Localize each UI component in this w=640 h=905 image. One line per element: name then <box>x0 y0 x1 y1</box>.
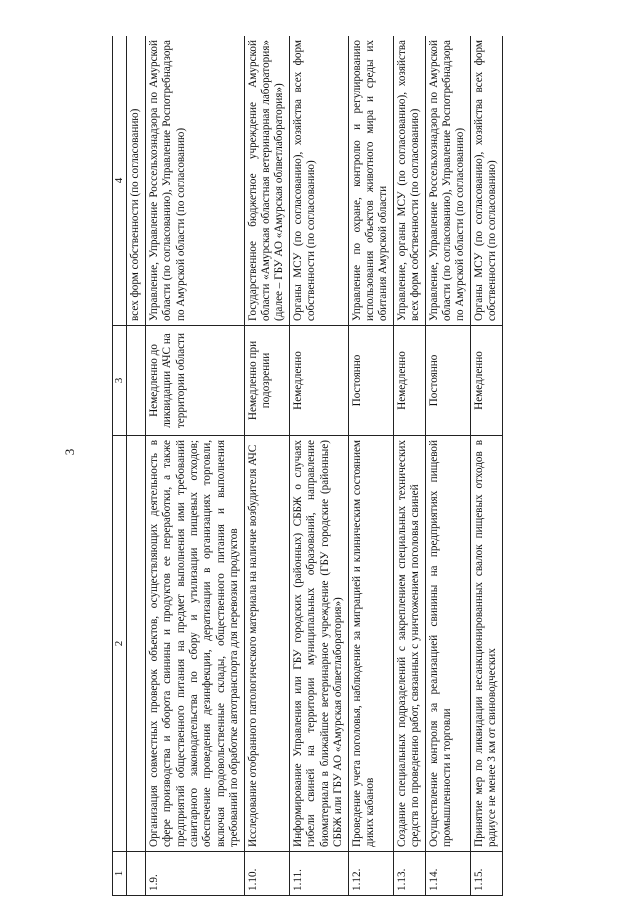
header-col-3: 3 <box>113 326 127 436</box>
table-row <box>425 36 470 896</box>
table-row <box>145 36 244 896</box>
row-measure: Организация совместных проверок объектов, осуществляющих деятельность в сфере производства и оборота свинины и продуктов ее переработки, а также предприятий общественного питания на предмет выполнения ими требований санитарного законодательства по сбору и утилизации пищевых отходов; обеспечение проведения дезинфекции, дератизации в организациях торговли, включая продовольственные склады, общественного питания и выполнения требований по обработке автотранспорта для перевозки продуктов <box>145 436 244 852</box>
header-col-1: 1 <box>113 852 127 896</box>
header-row <box>113 36 127 896</box>
table-row <box>127 36 145 896</box>
row-executors: Управление, Управление Россельхознадзора по Амурской области (по согласованию), Управление Роспотребнадзора по Амурской области (по согласованию) <box>425 36 470 326</box>
row-measure: Проведение учета поголовья, наблюдение за миграцией и клиническим состоянием диких кабанов <box>348 436 393 852</box>
table-row <box>289 36 348 896</box>
row-number: 1.14. <box>425 852 470 896</box>
page-number: 3 <box>62 448 77 456</box>
row-measure: Исследование отобранного патологического материала на наличие возбудителя АЧС <box>244 436 289 852</box>
row-measure <box>127 436 145 852</box>
table-row <box>348 36 393 896</box>
row-term: Немедленно <box>470 326 502 436</box>
row-number: 1.13. <box>393 852 425 896</box>
row-executors: Управление, Управление Россельхознадзора по Амурской области (по согласованию), Управление Роспотребнадзора по Амурской области (по согласованию) <box>145 36 244 326</box>
row-executors: Управление, органы МСУ (по согласованию), хозяйства всех форм собственности (по согласованию) <box>393 36 425 326</box>
row-measure: Осуществление контроля за реализацией свинины на предприятиях пищевой промышленности и торговли <box>425 436 470 852</box>
table-row <box>393 36 425 896</box>
row-executors: Государственное бюджетное учреждение Амурской области «Амурская областная ветеринарная лаборатория» (далее – ГБУ АО «Амурская облветлаборатория») <box>244 36 289 326</box>
row-term: Постоянно <box>425 326 470 436</box>
row-executors: Органы МСУ (по согласованию), хозяйства всех форм собственности (по согласованию) <box>470 36 502 326</box>
header-col-2: 2 <box>113 436 127 852</box>
row-number: 1.10. <box>244 852 289 896</box>
row-number: 1.15. <box>470 852 502 896</box>
row-number: 1.11. <box>289 852 348 896</box>
row-number: 1.9. <box>145 852 244 896</box>
row-number: 1.12. <box>348 852 393 896</box>
row-term <box>127 326 145 436</box>
table-row <box>470 36 502 896</box>
row-executors: всех форм собственности (по согласованию) <box>127 36 145 326</box>
rotated-table-area <box>112 36 589 896</box>
row-term: Немедленно <box>289 326 348 436</box>
measures-table <box>112 36 503 896</box>
row-term: Немедленно до ликвидации АЧС на территории области <box>145 326 244 436</box>
landscape-page <box>112 36 589 896</box>
row-number <box>127 852 145 896</box>
table-row <box>244 36 289 896</box>
row-measure: Принятие мер по ликвидации несанкционированных свалок пищевых отходов в радиусе не менее 3 км от свиноводческих <box>470 436 502 852</box>
row-measure: Создание специальных подразделений с закреплением специальных технических средств по проведению работ, связанных с уничтожением поголовья свиней <box>393 436 425 852</box>
row-measure: Информирование Управления или ГБУ городских (районных) СББЖ о случаях гибели свиней на территории муниципальных образований, направление биоматериала в ближайшее ветеринарное учреждение (ГБУ городские (районные) СББЖ или ГБУ АО «Амурская облветлаборатория») <box>289 436 348 852</box>
row-term: Постоянно <box>348 326 393 436</box>
row-executors: Управление по охране, контролю и регулированию использования объектов животного мира и среды их обитания Амурской области <box>348 36 393 326</box>
header-col-4: 4 <box>113 36 127 326</box>
row-term: Немедленно при подозрении <box>244 326 289 436</box>
row-executors: Органы МСУ (по согласованию), хозяйства всех форм собственности (по согласованию) <box>289 36 348 326</box>
row-term: Немедленно <box>393 326 425 436</box>
